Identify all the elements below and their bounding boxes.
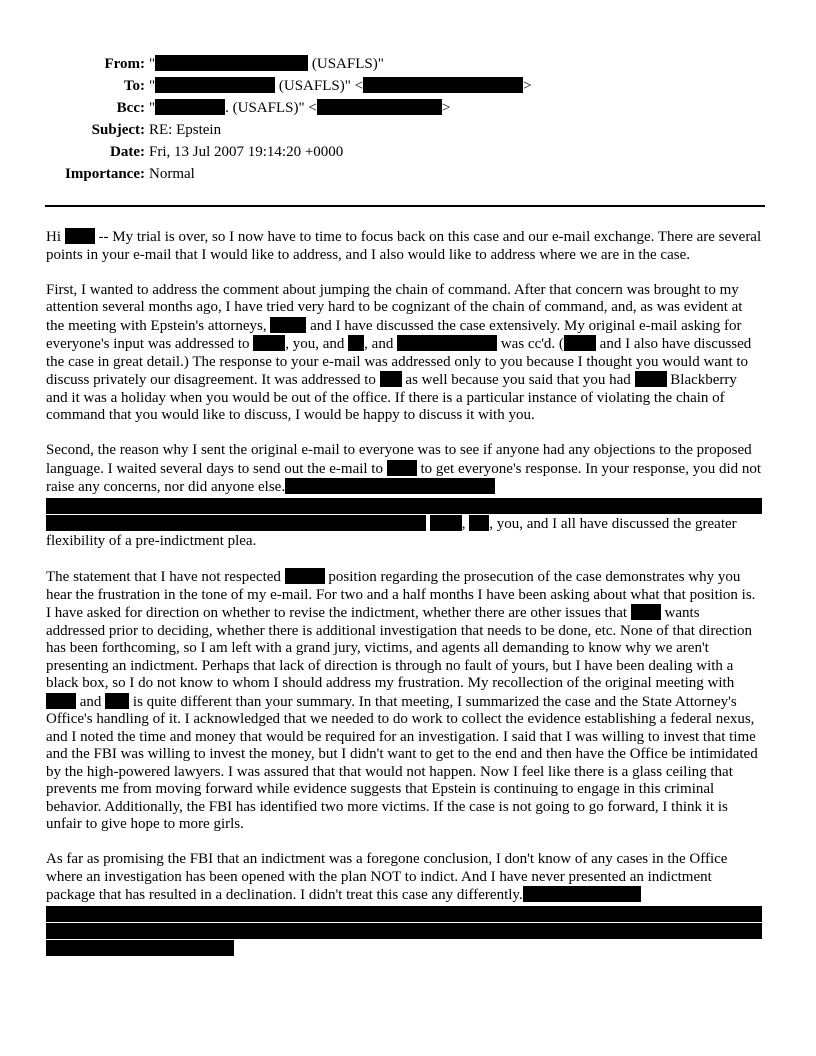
- from-label: From:: [104, 56, 145, 72]
- redaction: [46, 515, 426, 531]
- redaction: [285, 568, 325, 584]
- bcc-row: Bcc: " . (USAFLS)" < >: [40, 97, 600, 119]
- redaction: [523, 886, 641, 902]
- redaction: [46, 693, 76, 709]
- paragraph: As far as promising the FBI that an indictment was a foregone conclusion, I don't know of any cases in the Office where an investigation has been opened with the plan NOT to indict. And I have never presented an indictment package that has resulted in a declination. I didn't treat this case any differently.: [46, 851, 762, 956]
- redaction: [631, 604, 661, 620]
- redaction: [363, 77, 523, 93]
- header-divider: [45, 205, 765, 207]
- redaction: [155, 55, 308, 71]
- date-value: Fri, 13 Jul 2007 19:14:20 +0000: [149, 144, 344, 160]
- redaction: [155, 99, 225, 115]
- redaction: [397, 335, 497, 351]
- redaction: [635, 371, 667, 387]
- paragraph: First, I wanted to address the comment about jumping the chain of command. After that concern was brought to my attention several months ago, I have tried very hard to be cognizant of the chain of command, and, as was evident at the meeting with Epstein's attorneys, and I have discussed the case extensively. My original e-mail asking for everyone's input was addressed to , you, and , and was cc'd. ( and I also have discussed the case in great detail.) The response to your e-mail was addressed only to you because I thought you would want to discuss privately our disagreement. It was addressed to as well because you said that you had Blackberry and it was a holiday when you would be out of the office. If there is a particular instance of violating the chain of command that you would like to discuss, I would be happy to discuss it with you.: [46, 281, 752, 423]
- subject-row: [40, 119, 600, 141]
- email-header: [40, 53, 600, 185]
- paragraph: Hi -- My trial is over, so I now have to time to focus back on this case and our e-mail exchange. There are several points in your e-mail that I would like to address, and I also would like to address where we are in the case.: [46, 229, 762, 263]
- importance-value: Normal: [149, 166, 195, 182]
- redaction: [285, 478, 495, 494]
- redaction-line: [46, 923, 762, 939]
- subject-label: Subject:: [91, 122, 145, 138]
- redaction: [348, 335, 364, 351]
- redaction: [469, 515, 489, 531]
- date-row: [40, 141, 600, 163]
- redaction: [105, 693, 129, 709]
- importance-label: Importance:: [65, 166, 145, 182]
- to-row: To: " (USAFLS)" < >: [40, 75, 600, 97]
- redaction-line: [46, 940, 234, 956]
- redaction-line: [46, 498, 762, 514]
- redaction: [380, 371, 402, 387]
- paragraph: Second, the reason why I sent the original e-mail to everyone was to see if anyone had any objections to the proposed language. I waited several days to send out the e-mail to to get everyone's response. In your response, you did not raise any concerns, nor did anyone else. , , you, and I all have discussed the greater flexibility of a pre-indictment plea.: [46, 442, 762, 549]
- email-body: [46, 228, 762, 973]
- bcc-label: Bcc:: [116, 100, 145, 116]
- redaction: [65, 228, 95, 244]
- redaction: [387, 460, 417, 476]
- date-label: Date:: [110, 144, 145, 160]
- paragraph: The statement that I have not respected position regarding the prosecution of the case demonstrates why you hear the frustration in the tone of my e-mail. For two and a half months I have been asking about what that position is. I have asked for direction on whether to revise the indictment, whether there are other issues that wants addressed prior to deciding, whether there is additional investigation that needs to be done, etc. None of that direction has been forthcoming, so I am left with a grand jury, victims, and agents all demanding to know why we aren't presenting an indictment. Perhaps that lack of direction is through no fault of yours, but I have been dealing with a black box, so I do not know to whom I should address my frustration. My recollection of the original meeting with and is quite different than your summary. In that meeting, I summarized the case and the State Attorney's Office's handling of it. I acknowledged that we needed to do work to collect the evidence establishing a federal nexus, and I noted the time and money that would be required for an investigation. I said that I was willing to invest that time and the FBI was willing to invest the money, but I didn't want to get to the end and then have the Office be intimidated by the high-powered lawyers. I was assured that that would not happen. Now I feel like there is a glass ceiling that prevents me from moving forward while evidence suggests that Epstein is continuing to engage in this criminal behavior. Additionally, the FBI has identified two more victims. If the case is not going to go forward, I think it is unfair to give hope to more girls.: [46, 569, 758, 832]
- importance-row: [40, 163, 600, 185]
- to-label: To:: [123, 78, 145, 94]
- from-row: From: " (USAFLS)": [40, 53, 600, 75]
- redaction-line: [46, 906, 762, 922]
- redaction: [430, 515, 462, 531]
- redaction: [564, 335, 596, 351]
- subject-value: RE: Epstein: [149, 122, 222, 138]
- redaction: [253, 335, 285, 351]
- redaction: [270, 317, 306, 333]
- redaction: [155, 77, 275, 93]
- redaction: [317, 99, 442, 115]
